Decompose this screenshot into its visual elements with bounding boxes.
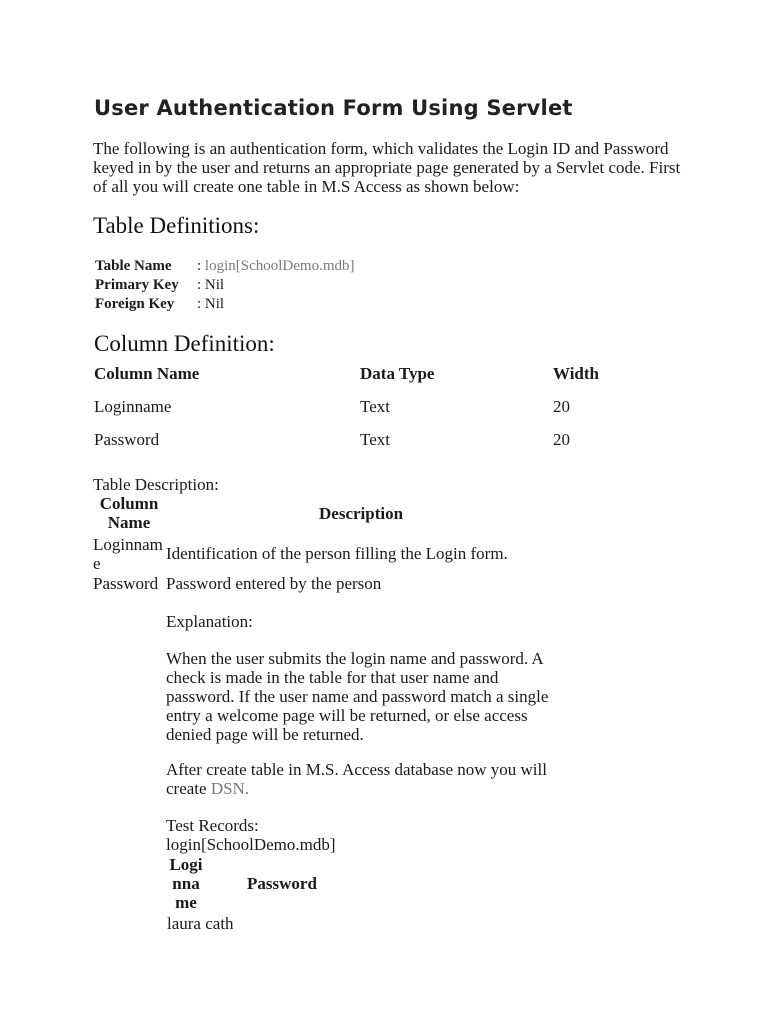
dsn-paragraph [166, 760, 566, 798]
cell-column-name: Loginname [94, 397, 172, 416]
intro-paragraph: The following is an authentication form, which validates the Login ID and Password keyed in by the user and returns an appropriate page generated by a Servlet code. First of all you will create one table in M.S Access as shown below: [93, 139, 681, 196]
test-records-label: Test Records: [166, 816, 259, 835]
foreign-key-row [95, 295, 355, 314]
cell-width: 20 [553, 397, 570, 416]
primary-key-key: Primary Key [95, 277, 179, 293]
dsn-link[interactable]: DSN. [210, 779, 250, 798]
column-definition-header-row [94, 364, 654, 397]
header-data-type: Data Type [360, 364, 435, 383]
primary-key-value: : Nil [197, 277, 225, 293]
primary-key-row [95, 276, 355, 295]
records-row [167, 914, 234, 934]
description-header-column-name: Column Name [99, 494, 159, 532]
table-name-row [95, 257, 355, 276]
header-column-name: Column Name [94, 364, 200, 383]
table-name-key: Table Name [95, 258, 172, 274]
column-definition-heading: Column Definition: [94, 331, 275, 356]
table-definitions-list [95, 257, 355, 314]
cell-data-type: Text [360, 397, 390, 416]
foreign-key-value: : Nil [197, 296, 225, 312]
records-header-password: Password [247, 874, 317, 893]
table-row [94, 397, 654, 430]
cell-data-type: Text [360, 430, 390, 449]
description-header-description: Description [319, 504, 404, 523]
table-row [94, 430, 654, 463]
cell-width: 20 [553, 430, 570, 449]
table-name-sep: : [197, 258, 205, 274]
records-cell-loginname: laura [167, 914, 201, 933]
description-cell-desc: Identification of the person filling the Login form. [166, 544, 508, 563]
records-header-loginname-text: Loginname [169, 855, 203, 912]
dsn-paragraph-text: After create table in M.S. Access database now you will create [166, 760, 547, 798]
table-name-link[interactable]: login[SchoolDemo.mdb] [204, 258, 355, 274]
header-width: Width [553, 364, 599, 383]
table-definitions-heading: Table Definitions: [93, 213, 260, 238]
explanation-paragraph: When the user submits the login name and password. A check is made in the table for that user name and password. If the user name and password match a single entry a welcome page will be returned, or else access denied page will be returned. [166, 649, 549, 744]
cell-column-name: Password [94, 430, 160, 449]
table-description-label: Table Description: [93, 475, 219, 494]
page-title: User Authentication Form Using Servlet [94, 96, 573, 120]
test-records-table-name: login[SchoolDemo.mdb] [166, 835, 336, 854]
description-cell-name: Password [93, 574, 159, 593]
records-cell-password: cath [205, 914, 234, 933]
description-cell-desc: Password entered by the person [166, 574, 382, 593]
foreign-key-key: Foreign Key [95, 296, 175, 312]
explanation-label: Explanation: [166, 612, 253, 631]
description-cell-name: Loginname [93, 535, 163, 573]
records-header-loginname [166, 855, 206, 912]
column-definition-table [94, 364, 654, 463]
